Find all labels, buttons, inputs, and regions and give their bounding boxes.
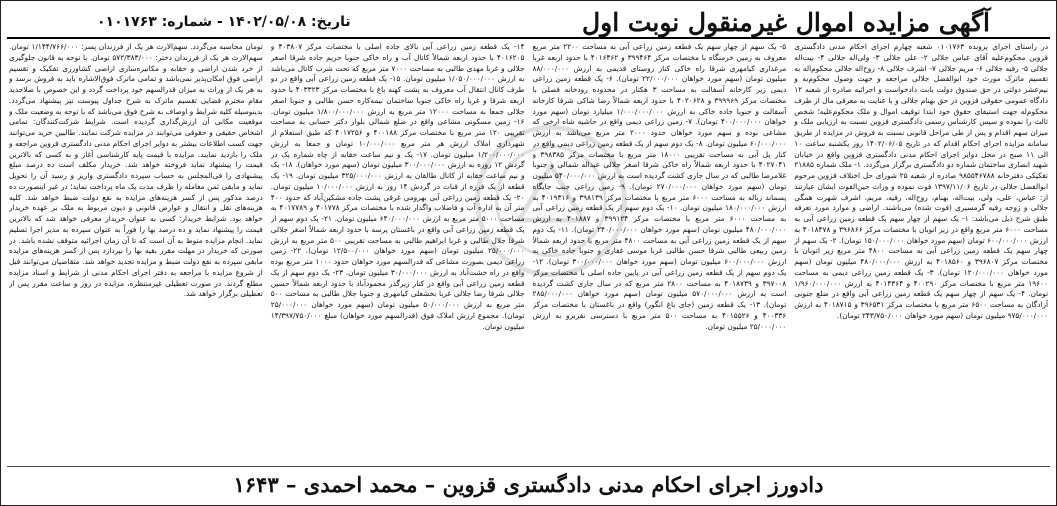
notice-footer xyxy=(7,466,1050,501)
notice-date-number: تاریخ: ۱۴۰۲/۰۵/۰۸ - شماره: ۰۱۰۱۷۶۳ xyxy=(97,14,351,30)
notice-header xyxy=(7,7,1050,39)
column-text: در راستای اجرای پرونده ۰۱۰۱۷۶۳ شعبه چهارم اجرای احکام مدنی دادگستری قزوین محکوم‌علیه آقای عباس جلالی ۲- علی جلالی ۳- ولی‌اله جلالی ۴- بیت‌اله جلالی ۵- رقیه جلالی ۶- مریم جلالی ۷- اشرف جلالی ۸- روح‌اله جلالی محکوم‌اله به تقسیم ماترک مورث خود ابوالفضل جلالی مراجعه و جهت وصول محکوم‌به و نیم‌عشر دولتی در حق صندوق دولت بابت دادخواست و اجرائیه صادره از شعبه ۱۲ دادگاه عمومی حقوقی قزوین در حق بهنام جلالی و با عنایت به معرفی مال از طرف محکوم‌له جهت استیفای حقوق خود ابتدا توقیف اموال و ملک محکوم‌علیه؛ شخص ثالث را نموده و سپس کارشناس رسمی دادگستری قزوین نسبت به ارزیابی ملک و میزان سهم اقدام و پس از طی مراحل قانونی نسبت به فروش در مزایده از طریق سامانه مزایده اجرای احکام اقدام که در تاریخ ۱۴۰۲/۰۶/۰۵ روز یکشنبه ساعت ۱۰ الی ۱۱ صبح در محل دوایر اجرای احکام مدنی دادگستری قزوین واقع در خیابان شهید انصاری ساختمان شماره دو دادگستری برگزار می‌گردد. ۱- ملک شماره ۲۱۸۸۵ تفکیکی دفترخانه ۹۸۵۵۴۶۷۸۸ صادره از شعبه ۲۵ شورای حل اختلاف قزوین مرحوم ابوالفضل جلالی در تاریخ ۱۳۹۷/۱۱/۰۶ فوت نموده و وراث حین‌الفوت ایشان عبارتند از: عباس، علی، ولی، بیت‌اله، بهنام، روح‌اله، رقیه، مریم، اشرف شهرت همگی جلالی و زوجه رقیه گرمسیری (فوت شده) می‌باشند. اراضی و موارد مورد تعرفه طبق شرح ذیل می‌باشد: ۱- یک سهم از چهار سهم یک قطعه زمین زراعی آبی به مساحت ۶۰۰۰ متر مربع واقع در زیر اتوبان با مختصات مرکز ۳۹۶۸۶۶ و ۴۰۱۸۴۷۸ به ارزش ۶۰۰/۰۰۰/۰۰۰ تومان (سهم مورد خواهان ۱۵۰/۰۰۰/۰۰۰ تومان). ۲- یک سهم از چهار سهم یک قطعه زمین زراعی آبی به مساحت ۴۸۰۰ متر مربع زیر اتوبان با مختصات مرکز ۳۹۶۸۰۷ و ۴۰۱۸۵۶۰ به ارزش ۴۸۰/۰۰۰/۰۰۰ میلیون تومان (سهم مورد خواهان ۱۲۰/۰۰۰/۰۰۰ تومان). ۳- یک قطعه زمین زراعی دیمی به مساحت ۱۹۶۰۰ متر مربع با مختصات مرکز ۴۰۰۲۹۰ و ۴۰۱۴۳۶۴ به ارزش ۱/۹۶۰/۰۰۰/۰۰۰ تومان. ۴- یک سهم از چهار سهم یک قطعه زمین زراعی آبی واقع در ضلع جنوبی آزادگان به مساحت ۶۵۰۰ متر مربع با مختصات مرکز ۳۹۶۵۳۱ و ۴۰۱۸۷۱۵ به ارزش ۹۷۵/۰۰۰/۰۰۰ میلیون تومان (سهم مورد خواهان ۲۴۳/۷۵۰/۰۰۰ تومان). xyxy=(794,42,1048,320)
column-text: ۵- یک سهم از چهار سهم یک قطعه زمین زراعی آبی به مساحت ۲۲۰۰ متر مربع معروف به زمین خرمنگاه با مختصات مرکز ۳۹۹۴۶۴ و ۴۰۱۶۴۶۲ با حدود اربعه غربا مرغداری کیامهری شرقا راه خاکی کنار روستای قدیمی به ارزش ۸۸/۰۰۰/۰۰۰ میلیون تومان (سهم مورد خواهان ۲۲/۰۰۰/۰۰۰ تومان). ۶- یک قطعه زمین زراعی دیمی زیر کارخانه آسفالت به مساحت ۳ هکتار در محدوده رودخانه فصلی با مختصات مرکز ۳۹۹۹۶۹ و ۴۰۲۰۶۲۸ با حدود اربعه شمالاً رضا شاکی شرقا کارخانه آسفالت و جنوبا جاده خاکی به ارزش ۱/۰۰۰/۰۰۰/۰۰۰ میلیارد تومان (سهم مورد خواهان ۴۰۰/۰۰۰/۰۰۰ تومان). ۷- زمین زراعی دیمی واقع در حاشیه شاه ارخی که مشاعی بوده و سهم مورد خواهان حدود ۲۰۰۰ متر مربع می‌باشد به ارزش ۶۰/۰۰۰/۰۰۰ میلیون تومان. ۸- یک دوم سهم از یک قطعه زمین زراعی دیمی واقع در کنار پل آبی به مساحت تقریبی ۱۸۰۰۰ متر مربع با مختصات مرکز ۳۹۸۳۸۵ و ۴۰۲۷۰۴۱ با حدود اربعه شمالاً راه خاکی شرقا اصغر جلالی عبداله شمالی و جنوبا غلامرضا طالبی که در سال جاری کشت گردیده است به ارزش ۵۴۰/۰۰۰/۰۰۰ میلیون تومان (سهم مورد خواهان ۲۷۰/۰۰۰/۰۰۰ تومان). ۹- زمین زراعی جنب جایگاه پسماند زباله به مساحت ۶۰۰۰ متر مربع با مختصات مرکز ۳۹۸۱۳۹ و ۴۰۱۹۳۱۶ به ارزش ۱۸۰/۰۰۰/۰۰۰ میلیون تومان. ۱۰- یک دوم سهم از یک قطعه زمین زراعی آبی به مساحت ۶۰۰۰ متر مربع با مختصات مرکز ۳۹۹۱۲۴ و ۴۰۱۸۸۷ به ارزش ۴۸۰/۰۰۰/۰۰۰ میلیون تومان (سهم مورد خواهان ۲۴۰/۰۰۰/۰۰۰ تومان). ۱۱- یک دوم سهم از یک قطعه زمین زراعی آبی به مساحت ۴۸۰۰ متر مربع با حدود اربعه شمالاً زمین ربیعی طالبی شرقا حسن طالبی غربا موسی غفاری و جنوبا جاده خاکی به ارزش ۶۰۰/۰۰۰/۰۰۰ میلیون تومان (سهم مورد خواهان ۳۰۰/۰۰۰/۰۰۰ تومان). ۱۲- یک دوم سهم از یک قطعه زمین زراعی آبی در پایین جاده اصلی با مختصات مرکز ۳۹۷۰۰۸ و ۴۰۱۸۷۳۹ به مساحت ۲۸۰۰ متر مربع که در سال جاری کشت گردیده است به ارزش ۵۷۰/۰۰۰/۰۰۰ میلیون تومان (سهم مورد خواهان ۲۸۵/۰۰۰/۰۰۰ تومان). ۱۳- یک قطعه زمین (جای باغ انگور) واقع در باغستان با مختصات مرکز ۴۰۰۳۳۶ و ۴۰۱۵۵۲۶ به مساحت ۵۰۰ متر مربع با دسترسی نفربرو به ارزش ۲۵/۰۰۰/۰۰۰ میلیون تومان. xyxy=(532,42,787,331)
notice-column-2 xyxy=(533,42,787,461)
notice-column-4 xyxy=(9,42,263,461)
notice-body-columns xyxy=(9,42,1048,461)
column-text: تومان محاسبه می‌گردد. سهم‌الارث هر یک از فرزندان پسر: ۱/۱۴۴/۷۶۶/۰۰۰ تومان. سهم‌الارث هر یک از فرزندان دختر: ۵۷۲/۳۸۳/۰۰۰ تومان. با توجه به قانون جلوگیری از خرد شدن اراضی و حقابه و مکانیزه‌سازی اراضی کشاورزی تفکیک و تقسیم اراضی فوق امکان‌پذیر نمی‌باشد و تمامی ماترک فوق‌الاشاره باید به فروش برسد و به هر یک از وراث به میزان قدرالسهم خود پرداخت گردد و این خصوص با صلاحدید مقام محترم قضایی تقسیم ماترک به شرح جداول پیوست نیز پیشنهاد می‌گردد. بدینوسیله کلیه شرایط و اوصاف به شرح فوق می‌باشد که با توجه به وضعیت ملک و موقعیت مکانی آن ارزش‌گذاری گردیده است. شرایط شرکت‌کنندگان: تمامی اشخاص حقیقی و حقوقی می‌توانند در مزایده شرکت نمایند. طالبین خرید می‌توانند جهت کسب اطلاعات بیشتر به دوایر اجرای احکام مدنی دادگستری قزوین مراجعه و ملک را بازدید نمایند. مزایده با قیمت پایه کارشناسی آغاز و به کسی که بالاترین قیمت را پیشنهاد نماید فروخته خواهد شد. خریدار مکلف است ده درصد مبلغ پیشنهادی را فی‌المجلس به حساب سپرده دادگستری واریز و رسید آن را تحویل نماید و مابقی ثمن معامله را ظرف مدت یک ماه پرداخت نماید؛ در غیر اینصورت ده درصد مذکور پس از کسر هزینه‌های مزایده به نفع دولت ضبط خواهد شد. کلیه هزینه‌های نقل و انتقال و عوارض قانونی و دیون مربوط به ملک بر عهده خریدار خواهد بود. شرایط خریدار: کسی به عنوان خریدار معرفی خواهد شد که بالاترین قیمت را پیشنهاد نماید و ده درصد بها را فوراً به عنوان سپرده به مدیر اجرا تسلیم نماید. انجام مزایده منوط به آن است که تا آن زمان اجرائیه متوقف نشده باشد. در صورتی که خریدار در مهلت مقرر بقیه بها را نپردازد پس از کسر هزینه‌های مزایده مابقی سپرده به نفع دولت ضبط و مزایده تجدید خواهد شد. متقاضیان می‌توانند قبل از شروع مزایده با مراجعه به دفتر اجرای احکام مدنی از شرایط و اسناد مزایده مطلع گردند. در صورت تعطیلی غیرمنتظره، مزایده در روز و ساعت مقرر پس از تعطیلی برگزار خواهد شد. xyxy=(9,42,263,299)
column-text: ۱۴- یک قطعه زمین زراعی آبی بالای جاده اصلی با مختصات مرکز ۴۰۳۸۰۷ و ۴۰۱۶۲۰۵ با حدود اربعه شمالاً کانال آب و راه خاکی جنوبا حریم جاده شرقا اصغر جلالی و غربا مهدی طالبی به مساحت ۷۰۰۰ متر مربع که تحت شرب کانال می‌باشد به ارزش ۱/۰۵۰/۰۰۰/۰۰۰ میلیون تومان. ۱۵- یک قطعه زمین زراعی آبی واقع در دو طرف کانال انتقال آب معروف به پشت کهنه باغ با مختصات مرکز ۴۰۳۳۲۳ با حدود اربعه شرقا و غربا راه خاکی جنوبا ساختمان نیمه‌کاره حسن طالبی و جنوبا اصغر جلالی جمعا به مساحت ۱۲۰۰۰ متر مربع به ارزش ۱/۸۰۰/۰۰۰/۰۰۰ میلیون تومان. ۱۶- زمین مسکونی مشاعی واقع در ضلع شمالی بلوار دکتر حسابی به مساحت تقریبی ۱۲۰ متر مربع با مختصات مرکز ۴۰۰۱۸۸ و ۴۰۱۷۲۵۶ که طبق استعلام از شهرداری املاک ارزش هر متر مربع ۱۰/۰۰۰/۰۰۰ تومان و جمعا به ارزش ۱/۲۰۰/۰۰۰/۰۰۰ میلیون تومان. ۱۷- یک و نیم ساعت حقابه از چاه شماره یک در گردش ۱۲ روزه به ارزش ۳۰۰/۰۰۰/۰۰۰ میلیون تومان (سهم مورد خواهان). ۱۸- یک و نیم ساعت حقابه از کانال طالقان به ارزش ۳۲۵/۰۰۰/۰۰۰ میلیون تومان. ۱۹- یک قطعه از یک فرزه از قنات در گردش ۱۴ روز به ارزش ۱۰/۰۰۰/۰۰۰ میلیون تومان. ۲۰- یک قطعه زمین زراعی آبی بهرومی غرقی پشت جاده مشکین‌آباد که حدود ۴۰۰ متر آن به اداره آب و فاضلاب واگذار شده با مختصات مرکز ۴۰۱۷۷۸ و ۴۰۱۷۷۸۹ به مساحت ۵۰۰۰ متر مربع به ارزش ۶۴۰/۰۰۰/۰۰۰ میلیون تومان. ۲۱- یک دوم سهم از یک قطعه زمین زراعی آبی واقع در باغستان پرسه با حدود اربعه شمالاً اصغر جلالی شرقا جلال طالبی و غربا ابراهیم طالبی به مساحت تقریبی ۵۰۰ متر مربع به ارزش ۲۵/۰۰۰/۰۰۰ میلیون تومان (سهم مورد خواهان ۱۲/۵۰۰/۰۰۰ تومان). ۲۲- زمین زراعی دیمی بصورت مشاعی که قدرالسهم مورد خواهان حدود ۱۰۰۰ متر مربع بوده واقع در راه خشت‌آباد به ارزش ۳۰/۰۰۰/۰۰۰ میلیون تومان. ۲۳- یک دوم سهم از یک قطعه زمین زراعی آبی واقع در کنار زیرگذر محمودآباد با حدود اربعه شمالاً حسین جلالی شرقا رضا جلالی غربا بخشعلی کیامهری و جنوبا جلال طالبی به مساحت ۵۰۰ متر مربع به ارزش ۵۰/۰۰۰/۰۰۰ میلیون تومان (سهم مورد خواهان ۲۵/۰۰۰/۰۰۰ تومان). مجموع ارزش املاک فوق (قدرالسهم مورد خواهان) مبلغ ۱۴/۳۹۷/۷۵۰/۰۰۰ میلیون تومان. xyxy=(270,42,525,331)
notice-column-3 xyxy=(271,42,525,461)
notice-column-1 xyxy=(794,42,1048,461)
notice-title: آگهی مزایده اموال غیرمنقول نوبت اول xyxy=(581,7,990,37)
bailiff-signature: دادورز اجرای احکام مدنی دادگستری قزوین – محمد احمدی – ۱۶۴۳ xyxy=(233,471,824,497)
